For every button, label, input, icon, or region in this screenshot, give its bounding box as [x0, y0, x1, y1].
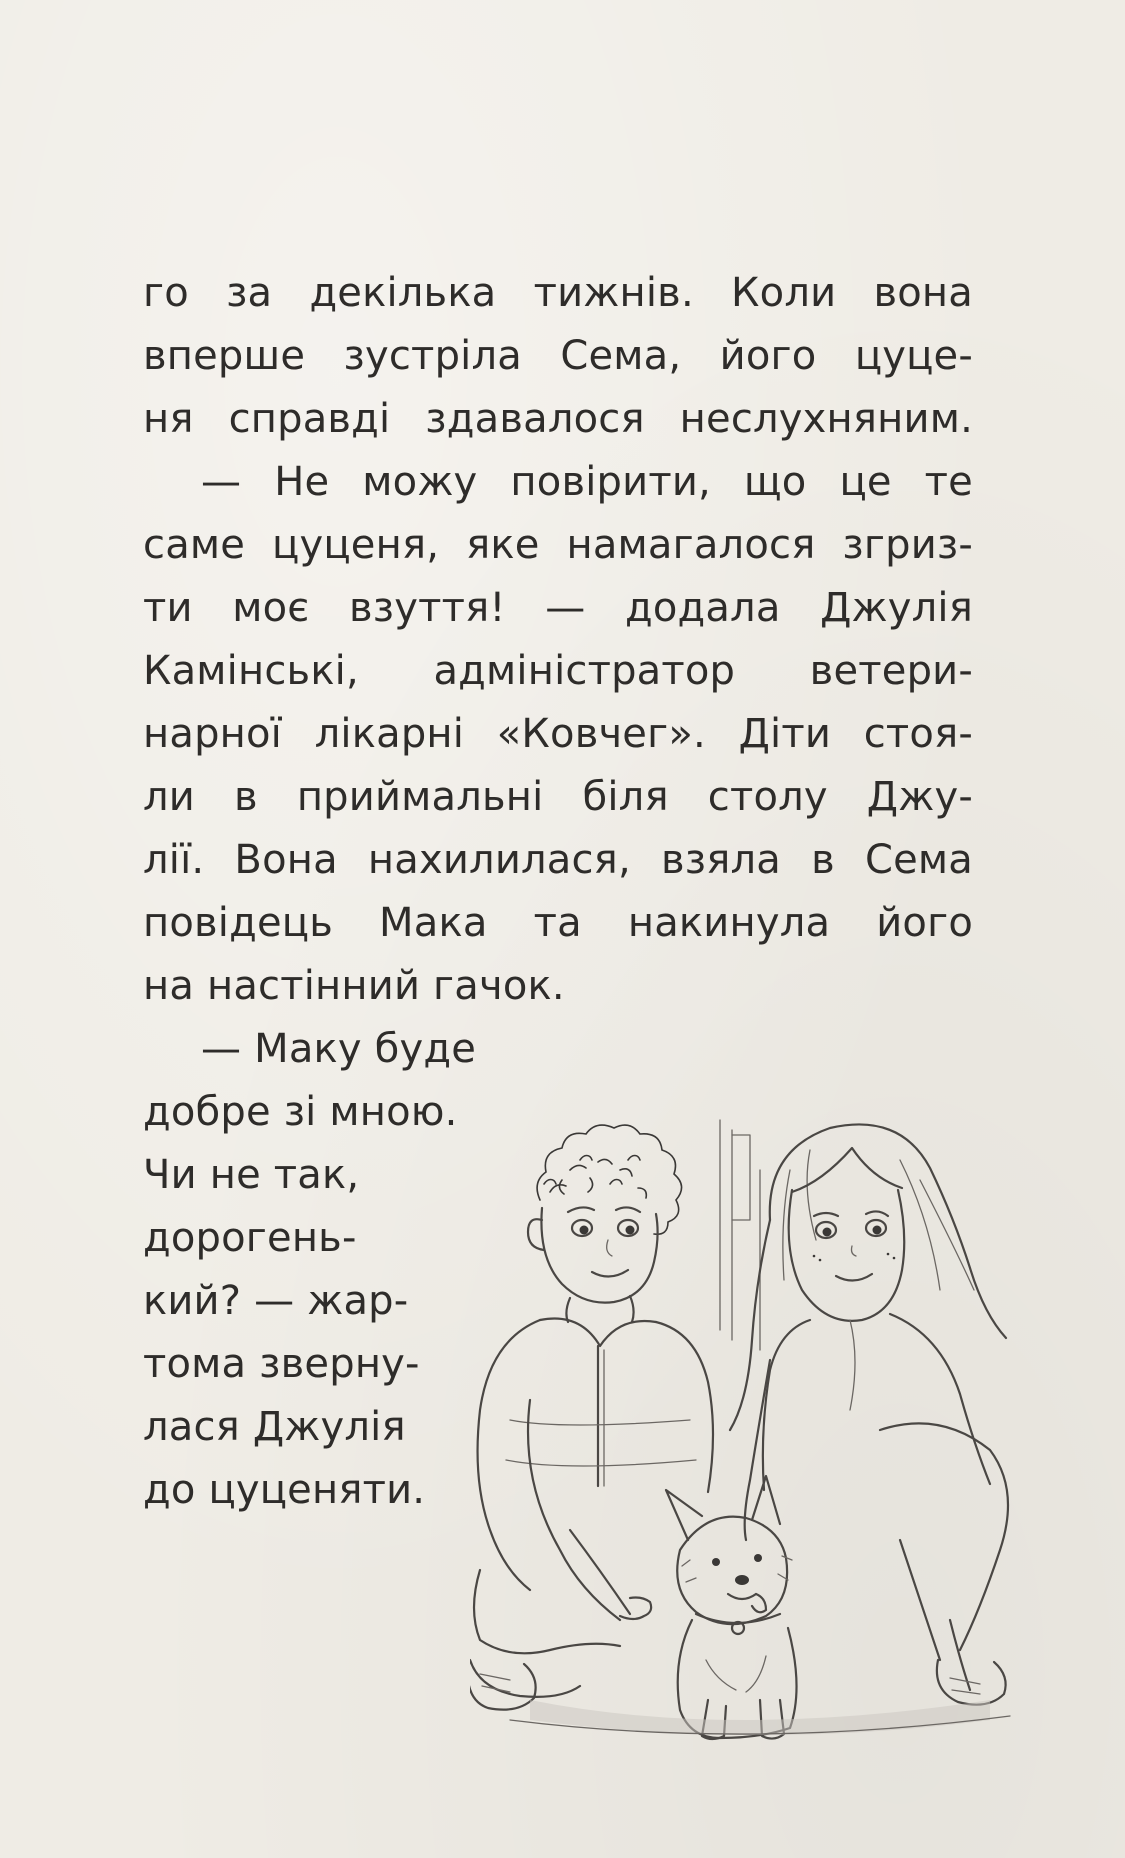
text-line: добре зі мною. — [143, 1089, 458, 1135]
text-line: — Не можу повірити, що це те — [201, 459, 973, 505]
text-line: до цуценяти. — [143, 1467, 426, 1513]
children-with-puppy-illustration — [470, 1100, 1050, 1750]
text-line: вперше зустріла Сема, його цуце- — [143, 333, 973, 379]
text-line: ня справді здавалося неслухняним. — [143, 396, 973, 442]
text-line: дорогень- — [143, 1215, 357, 1261]
text-line: ти моє взуття! — додала Джулія — [143, 585, 973, 631]
text-line: тома зверну- — [143, 1341, 420, 1387]
text-line: лася Джулія — [143, 1404, 406, 1450]
text-line: лії. Вона нахилилася, взяла в Сема — [143, 837, 973, 883]
text-line: Камінські, адміністратор ветери- — [143, 648, 973, 694]
text-line: — Маку буде — [201, 1026, 477, 1072]
text-line: на настінний гачок. — [143, 963, 565, 1009]
text-line: кий? — жар- — [143, 1278, 409, 1324]
text-line: ли в приймальні біля столу Джу- — [143, 774, 973, 820]
text-line: го за декілька тижнів. Коли вона — [143, 270, 973, 316]
text-line: Чи не так, — [143, 1152, 360, 1198]
text-line: нарної лікарні «Ковчег». Діти стоя- — [143, 711, 973, 757]
text-line: саме цуценя, яке намагалося згриз- — [143, 522, 973, 568]
text-line: повідець Мака та накинула його — [143, 900, 973, 946]
